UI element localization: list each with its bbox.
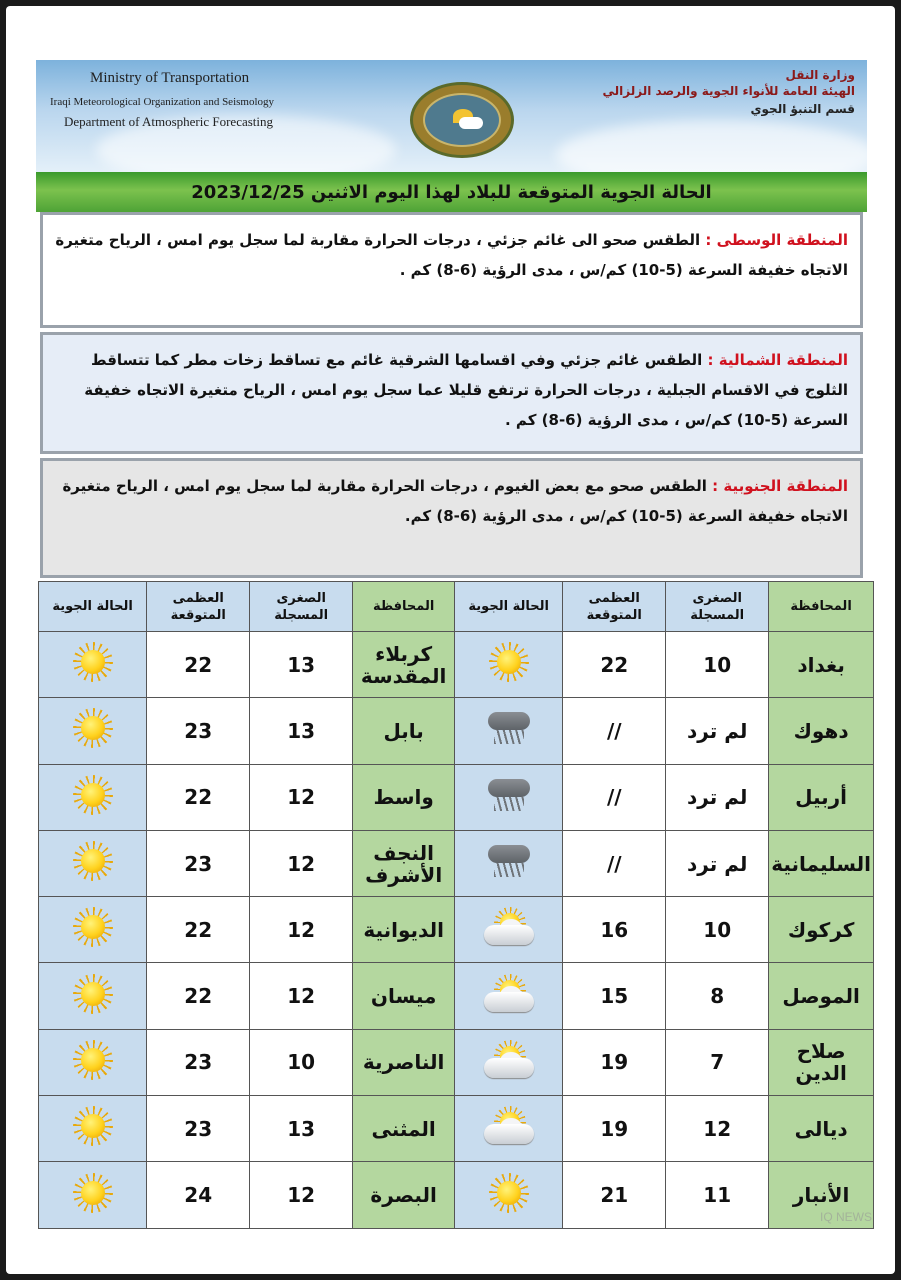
province-cell: السليمانية [769,830,874,896]
min-temp-cell: 12 [250,1162,353,1228]
header-max: العظمى المتوقعة [147,582,250,632]
weather-cell [39,632,147,698]
min-temp-cell: لم ترد [666,698,769,764]
sun-icon [73,1173,113,1213]
partly-cloudy-icon [482,1106,536,1146]
sun-icon [73,841,113,881]
weather-cell [455,1029,563,1095]
rain-cloud-icon [484,708,534,748]
table-row [39,897,874,963]
watermark: IQ NEWS [820,1210,873,1224]
weather-cell [455,698,563,764]
table-row [39,830,874,896]
min-temp-cell: 13 [250,1096,353,1162]
region-southern [40,458,863,578]
region-text: الطقس صحو مع بعض الغيوم ، درجات الحرارة مقاربة لما سجل يوم امس ، الرياح متغيرة الاتجاه خفيفة السرعة (5-10) كم/س ، مدى الرؤية (6-8) كم. [62,477,848,525]
min-temp-cell: 11 [666,1162,769,1228]
max-temp-cell: 22 [147,963,250,1029]
partly-cloudy-icon [482,907,536,947]
province-cell: الديوانية [353,897,455,963]
sun-icon [489,642,529,682]
weather-cell [455,1162,563,1228]
province-cell: النجف الأشرف [353,830,455,896]
table-row [39,963,874,1029]
weather-cell [39,963,147,1029]
province-cell: الأنبار [769,1162,874,1228]
min-temp-cell: 10 [666,632,769,698]
province-cell: كربلاء المقدسة [353,632,455,698]
header-weather: الحالة الجوية [39,582,147,632]
sun-icon [73,1106,113,1146]
sun-icon [489,1173,529,1213]
region-text: الطقس غائم جزئي وفي اقسامها الشرقية غائم مع تساقط زخات مطر كما تتساقط الثلوج في الاقسام الجبلية ، درجات الحرارة ترتفع قليلا عما سجل يوم امس ، الرياح متغيرة الاتجاه خفيفة السرعة (5-10) كم/س ، مدى الرؤية (6-8) كم . [84,351,848,429]
max-temp-cell: 23 [147,698,250,764]
forecast-title: الحالة الجوية المتوقعة للبلاد لهذا اليوم الاثنين 2023/12/25 [191,181,712,203]
table-row [39,1029,874,1095]
province-cell: كركوك [769,897,874,963]
min-temp-cell: 12 [250,897,353,963]
max-temp-cell: 22 [147,764,250,830]
table-row [39,1162,874,1228]
min-temp-cell: 12 [666,1096,769,1162]
min-temp-cell: 12 [250,764,353,830]
table-header-row [39,582,874,632]
table-row [39,764,874,830]
sun-icon [73,974,113,1014]
min-temp-cell: 7 [666,1029,769,1095]
weather-cell [39,764,147,830]
weather-cell [455,632,563,698]
min-temp-cell: 12 [250,963,353,1029]
max-temp-cell: // [563,764,666,830]
forecast-title-bar [36,172,867,212]
organization-logo [410,82,514,158]
min-temp-cell: 12 [250,830,353,896]
max-temp-cell: 23 [147,1096,250,1162]
region-name: المنطقة الجنوبية : [712,477,848,495]
max-temp-cell: 24 [147,1162,250,1228]
weather-cell [455,830,563,896]
max-temp-cell: 23 [147,1029,250,1095]
region-name: المنطقة الوسطى : [705,231,848,249]
min-temp-cell: 10 [250,1029,353,1095]
weather-cell [39,897,147,963]
ministry-name-ar: وزارة النقل [785,68,855,82]
province-cell: ديالى [769,1096,874,1162]
weather-cell [39,1096,147,1162]
ministry-name-en: Ministry of Transportation [90,70,250,86]
region-name: المنطقة الشمالية : [707,351,848,369]
province-cell: بغداد [769,632,874,698]
arabic-letterhead [603,68,855,116]
region-central [40,212,863,328]
province-cell: واسط [353,764,455,830]
header-min: الصغرى المسجلة [666,582,769,632]
max-temp-cell: 23 [147,830,250,896]
header-province: المحافظة [353,582,455,632]
province-cell: صلاح الدين [769,1029,874,1095]
min-temp-cell: لم ترد [666,830,769,896]
max-temp-cell: 21 [563,1162,666,1228]
department-name-en: Department of Atmospheric Forecasting [64,114,274,129]
max-temp-cell: 16 [563,897,666,963]
min-temp-cell: 13 [250,698,353,764]
department-name-ar: قسم التنبؤ الجوي [750,102,855,116]
header-province: المحافظة [769,582,874,632]
province-cell: ميسان [353,963,455,1029]
sun-icon [73,775,113,815]
min-temp-cell: 8 [666,963,769,1029]
max-temp-cell: 22 [147,632,250,698]
region-northern [40,332,863,454]
partly-cloudy-icon [482,1040,536,1080]
province-cell: الناصرية [353,1029,455,1095]
weather-cell [455,897,563,963]
province-cell: البصرة [353,1162,455,1228]
table-row [39,1096,874,1162]
weather-cell [39,830,147,896]
letterhead-banner [36,60,867,172]
province-forecast-table [38,581,874,1229]
min-temp-cell: 13 [250,632,353,698]
weather-cell [39,1029,147,1095]
max-temp-cell: 22 [147,897,250,963]
header-max: العظمى المتوقعة [563,582,666,632]
weather-cell [455,764,563,830]
sun-icon [73,907,113,947]
organization-name-ar: الهيئة العامة للأنواء الجوية والرصد الزلزالي [602,84,855,98]
table-row [39,698,874,764]
rain-cloud-icon [484,775,534,815]
weather-cell [39,698,147,764]
min-temp-cell: لم ترد [666,764,769,830]
max-temp-cell: 22 [563,632,666,698]
max-temp-cell: 19 [563,1029,666,1095]
min-temp-cell: 10 [666,897,769,963]
weather-cell [455,963,563,1029]
rain-cloud-icon [484,841,534,881]
max-temp-cell: // [563,698,666,764]
sun-icon [73,1040,113,1080]
organization-name-en: Iraqi Meteorological Organization and Seismology [50,96,275,108]
header-min: الصغرى المسجلة [250,582,353,632]
sun-icon [73,642,113,682]
weather-cell [39,1162,147,1228]
province-cell: المثنى [353,1096,455,1162]
province-cell: دهوك [769,698,874,764]
max-temp-cell: 15 [563,963,666,1029]
weather-cell [455,1096,563,1162]
partly-cloudy-icon [482,974,536,1014]
max-temp-cell: // [563,830,666,896]
province-cell: الموصل [769,963,874,1029]
region-text: الطقس صحو الى غائم جزئي ، درجات الحرارة مقاربة لما سجل يوم امس ، الرياح متغيرة الاتجاه خفيفة السرعة (5-10) كم/س ، مدى الرؤية (6-8) كم . [55,231,848,279]
table-row [39,632,874,698]
province-cell: أربيل [769,764,874,830]
header-weather: الحالة الجوية [455,582,563,632]
sun-icon [73,708,113,748]
max-temp-cell: 19 [563,1096,666,1162]
province-cell: بابل [353,698,455,764]
